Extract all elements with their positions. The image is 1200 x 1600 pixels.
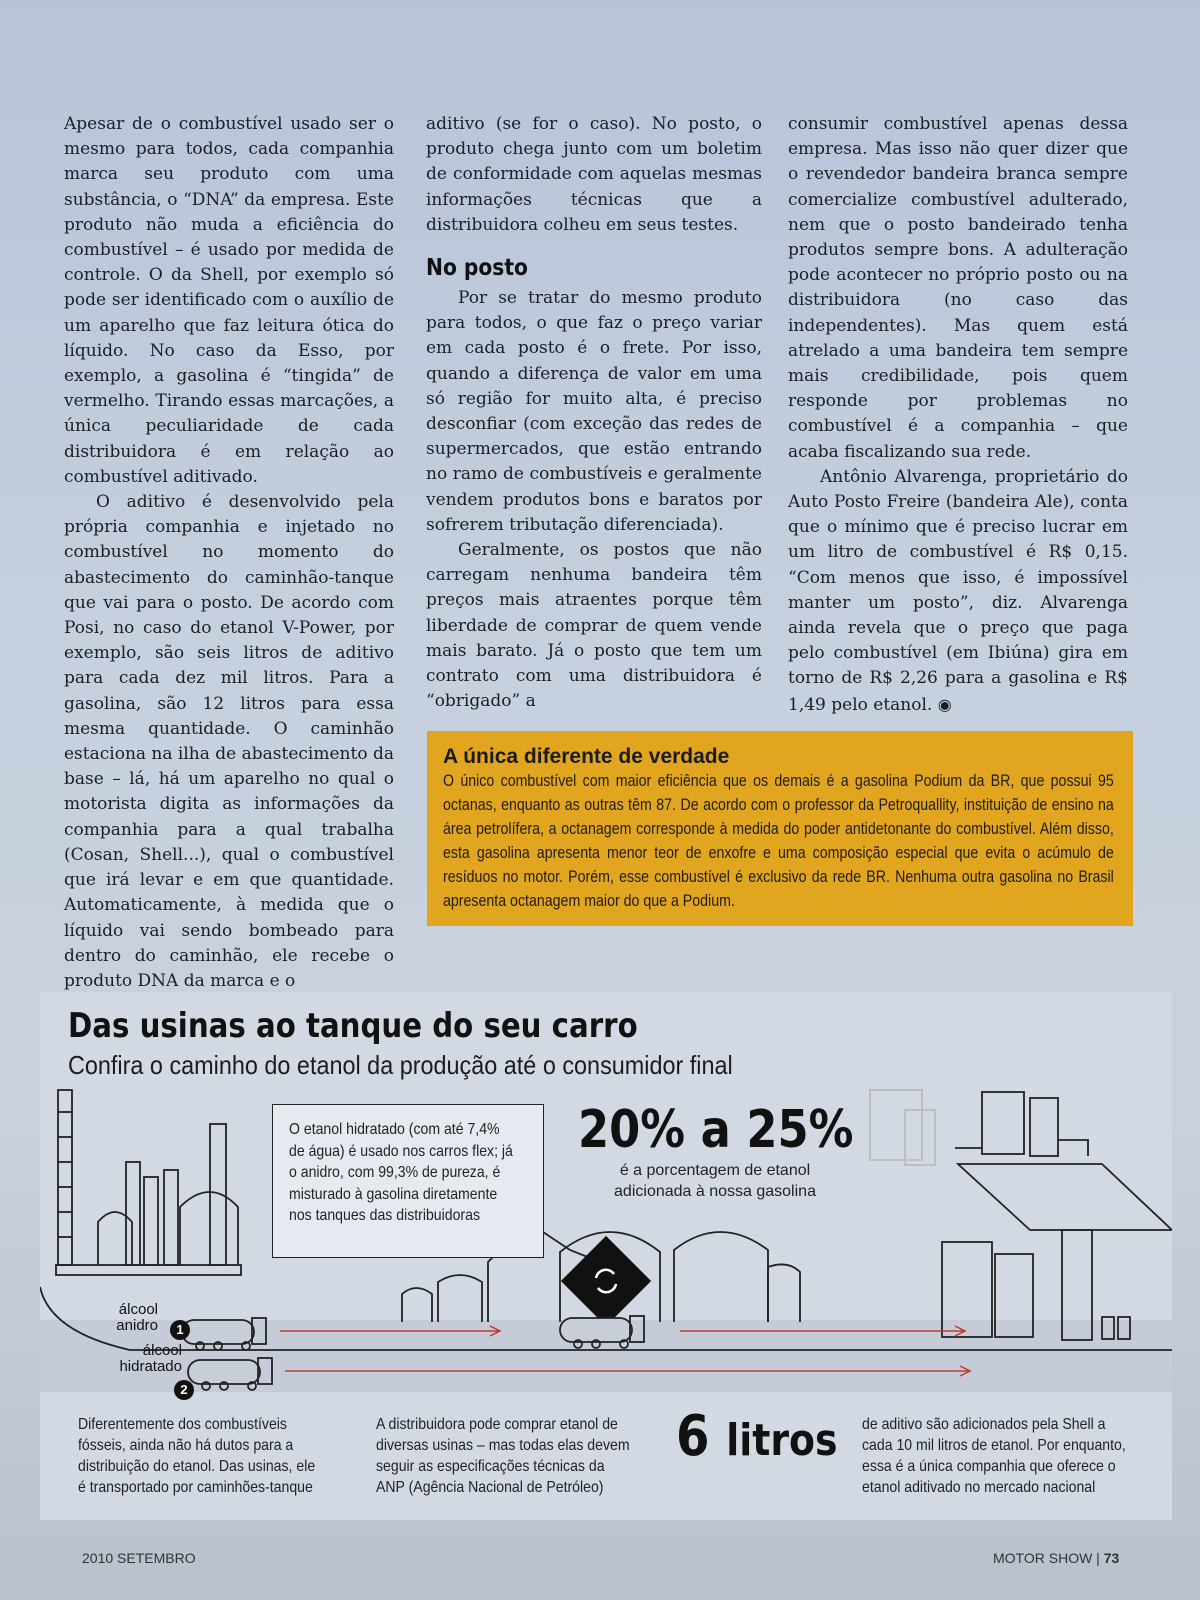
paragraph: O aditivo é desenvolvido pela própria companhia e injetado no combustível no momento do abastecimento do caminhão-tanque que vai para o posto. De acordo com Posi, no caso do etanol V-Power, por exemplo, são seis litros de aditivo para cada dez mil litros. Para a gasolina, são 12 litros para essa mesma quantidade. O caminhão estaciona na ilha de abastecimento da base – lá, há um aparelho no qual o motorista digita as informações da companhia para a qual trabalha (Cosan, Shell...), qual o combustível que irá levar e em que quantidade. Automaticamente, à medida que o líquido vai sendo bombeado para dentro do caminhão, ele recebe o produto DNA da marca e o (64, 492, 394, 991)
paragraph: Apesar de o combustível usado ser o mesmo para todos, cada companhia marca seu produto com uma substância, o “DNA” da empresa. Este produto não muda a eficiência do combustível – é usado por medida de controle. O da Shell, por exemplo só pode ser identificado com o auxílio de um aparelho que faz leitura ótica do líquido. No caso da Esso, por exemplo, a gasolina é “tingida” de vermelho. Tirando essas marcações, a única peculiaridade de cada distribuidora é em relação ao combustível aditivado. (64, 114, 394, 487)
city-buildings-icon (870, 1090, 1088, 1165)
footnote-additive (862, 1414, 1162, 1498)
section-heading: No posto (426, 255, 528, 282)
info-note-text: O etanol hidratado (com até 7,4% de água) é usado nos carros flex; já o anidro, com 99,3% de pureza, é misturado à gasolina diretamente nos tanques das distribuidoras (289, 1121, 513, 1224)
paragraph: aditivo (se for o caso). No posto, o produto chega junto com um boletim de conformidade com aquelas mesmas informações técnicas que a distribuidora colheu em seus testes. (426, 114, 762, 235)
additive-number: 6 (676, 1404, 710, 1469)
route-number-badge: 1 (170, 1320, 190, 1340)
paragraph (788, 465, 1128, 718)
footnote-anp (376, 1414, 666, 1498)
sidebar-body: O único combustível com maior eficiência que os demais é a gasolina Podium da BR, que possui 95 octanas, enquanto as outras têm 87. De acordo com o professor da Petroquallity, instituição de ensino na área petrolífera, a octanagem corresponde à medida do poder antidetonante do combustível. Além disso, esta gasolina apresenta menor teor de enxofre e uma composição especial que evita o acúmulo de resíduos no motor. Porém, esse combustível é exclusivo da rede BR. Nenhuma outra gasolina no Brasil apresenta octanagem maior do que a Podium. (443, 772, 1114, 910)
paragraph: Geralmente, os postos que não carregam nenhuma bandeira têm preços mais atraentes porque têm liberdade de comprar de quem vende mais barato. Já o posto que tem um contrato com uma distribuidora é “obrigado” a (426, 540, 762, 712)
refinery-icon (56, 1090, 241, 1275)
footnote-transport-text: Diferentemente dos combustíveis fósseis, ainda não há dutos para a distribuição do etanol. Das usinas, ele é transportado por caminhões-tanque (78, 1416, 316, 1496)
article-column-1 (64, 112, 394, 994)
additive-unit: litros (726, 1415, 838, 1466)
label-alcool-hidratado: álcool hidratado (119, 1342, 182, 1375)
infographic-subtitle: Confira o caminho do etanol da produção até o consumidor final (68, 1050, 733, 1080)
percentage-caption: é a porcentagem de etanol adicionada à nossa gasolina (614, 1162, 816, 1200)
footnote-anp-text: A distribuidora pode comprar etanol de diversas usinas – mas todas elas devem seguir as especificações técnicas da ANP (Agência Nacional de Petróleo) (376, 1416, 630, 1496)
footer-magazine-name: MOTOR SHOW | (993, 1550, 1100, 1566)
percentage-figure: 20% a 25% (578, 1100, 854, 1160)
gas-station-icon (942, 1164, 1172, 1340)
footer-magazine (993, 1550, 1119, 1566)
info-note-box (272, 1104, 544, 1258)
footnote-additive-text: de aditivo são adicionados pela Shell a cada 10 mil litros de etanol. Por enquanto, essa é a única companhia que oferece o etanol aditivado no mercado nacional (862, 1416, 1126, 1496)
additive-figure (676, 1404, 838, 1469)
paragraph-text: Antônio Alvarenga, proprietário do Auto Posto Freire (bandeira Ale), conta que o mínimo que é preciso lucrar em um litro de combustível é R$ 0,15. “Com menos que isso, é impossível manter um posto”, diz. Alvarenga ainda revela que o preço que paga pelo combustível (em Ibiúna) gira em torno de R$ 2,26 para a gasolina e R$ 1,49 pelo etanol. (788, 466, 1128, 715)
end-mark-icon: ◉ (937, 694, 952, 714)
page-number: 73 (1103, 1550, 1120, 1566)
sidebar-box (427, 731, 1133, 926)
article-column-2 (426, 112, 762, 714)
paragraph: Por se tratar do mesmo produto para todos, o que faz o preço variar em cada posto é o frete. Por isso, quando a diferença de valor em uma só região for muito alta, é preciso desconfiar (com exceção das redes de supermercados, que estão entrando no ramo de combustíveis e geralmente vendem produtos bons e baratos por sofrerem tributação diferenciada). (426, 288, 762, 535)
article-column-3 (788, 112, 1128, 718)
route-number-badge: 2 (174, 1380, 194, 1400)
paragraph: consumir combustível apenas dessa empresa. Mas isso não quer dizer que o revendedor bandeira branca sempre comercialize combustível adulterado, nem que o posto bandeirado tenha produtos sempre bons. A adulteração pode acontecer no próprio posto ou na distribuidora (no caso das independentes). Mas quem está atrelado a uma bandeira tem sempre mais credibilidade, pois quem responde por problemas no combustível é a companhia – que acaba fiscalizando sua rede. (788, 114, 1128, 462)
label-alcool-anidro: álcool anidro (116, 1301, 158, 1334)
footer-date: 2010 SETEMBRO (82, 1550, 196, 1566)
infographic-title: Das usinas ao tanque do seu carro (68, 1006, 638, 1046)
sidebar-title: A única diferente de verdade (443, 745, 730, 768)
footnote-transport (78, 1414, 348, 1498)
